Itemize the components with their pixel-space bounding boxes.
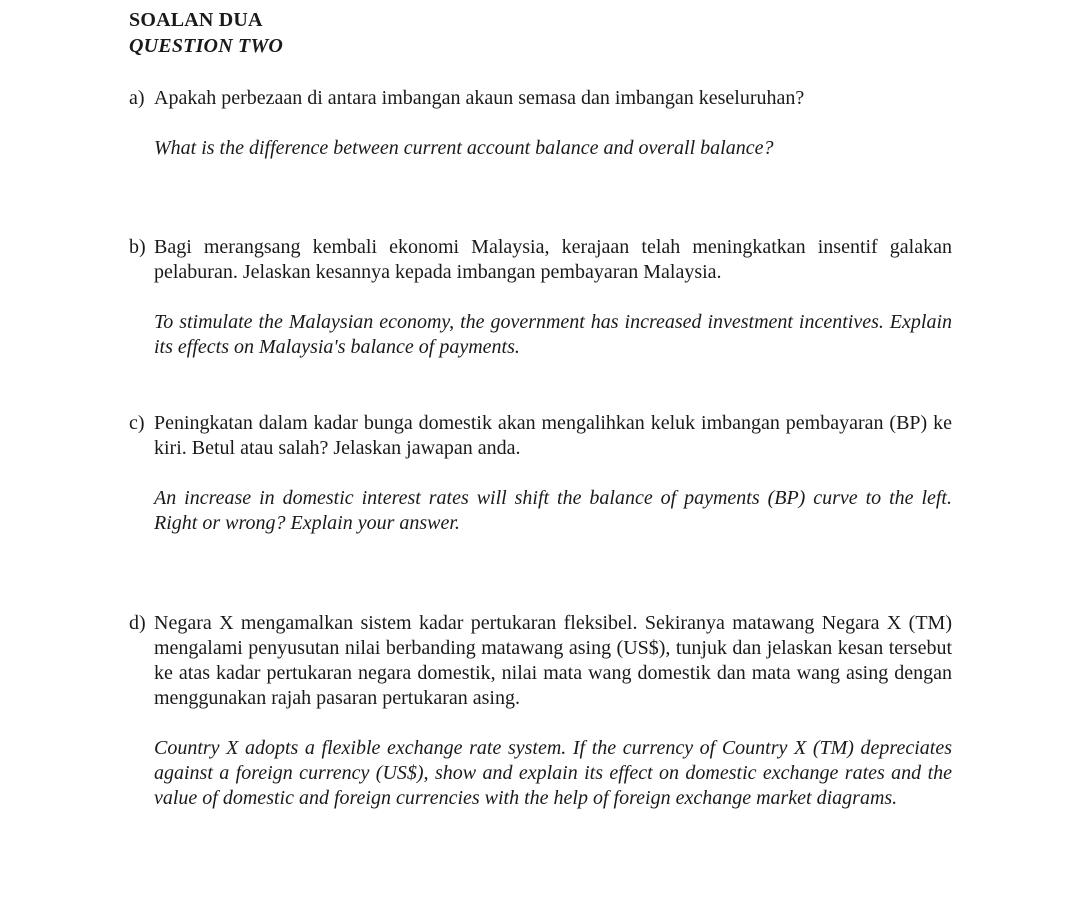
question-c — [129, 411, 952, 536]
question-d — [129, 611, 952, 811]
question-c-letter: c) — [129, 412, 145, 434]
question-b-malay-text: Bagi merangsang kembali ekonomi Malaysia, kerajaan telah meningkatkan insentif galakan pelaburan. Jelaskan kesannya kepada imbangan pembayaran Malaysia. — [154, 236, 952, 283]
question-a — [129, 86, 952, 161]
section-title-english: QUESTION TWO — [129, 35, 284, 57]
question-b — [129, 235, 952, 360]
question-a-malay-text: Apakah perbezaan di antara imbangan akaun semasa dan imbangan keseluruhan? — [154, 87, 805, 109]
question-b-letter: b) — [129, 236, 146, 258]
question-c-english-text: An increase in domestic interest rates will shift the balance of payments (BP) curve to the left. Right or wrong? Explain your answer. — [154, 487, 952, 534]
question-c-malay-text: Peningkatan dalam kadar bunga domestik akan mengalihkan keluk imbangan pembayaran (BP) ke kiri. Betul atau salah? Jelaskan jawapan anda. — [154, 412, 952, 459]
question-b-english-text: To stimulate the Malaysian economy, the government has increased investment incentives. Explain its effects on Malaysia's balance of payments. — [154, 311, 952, 358]
question-d-english-text: Country X adopts a flexible exchange rate system. If the currency of Country X (TM) depreciates against a foreign currency (US$), show and explain its effect on domestic exchange rates and the value of domestic and foreign currencies with the help of foreign exchange market diagrams. — [154, 737, 952, 809]
question-d-malay-text: Negara X mengamalkan sistem kadar pertukaran fleksibel. Sekiranya matawang Negara X (TM) mengalami penyusutan nilai berbanding matawang asing (US$), tunjuk dan jelaskan kesan tersebut ke atas kadar pertukaran negara domestik, nilai mata wang domestik dan mata wang asing dengan menggunakan rajah pasaran pertukaran asing. — [154, 612, 952, 709]
question-a-english-text: What is the difference between current account balance and overall balance? — [154, 137, 774, 159]
section-title-malay: SOALAN DUA — [129, 9, 263, 31]
question-a-letter: a) — [129, 87, 145, 109]
question-d-letter: d) — [129, 612, 146, 634]
